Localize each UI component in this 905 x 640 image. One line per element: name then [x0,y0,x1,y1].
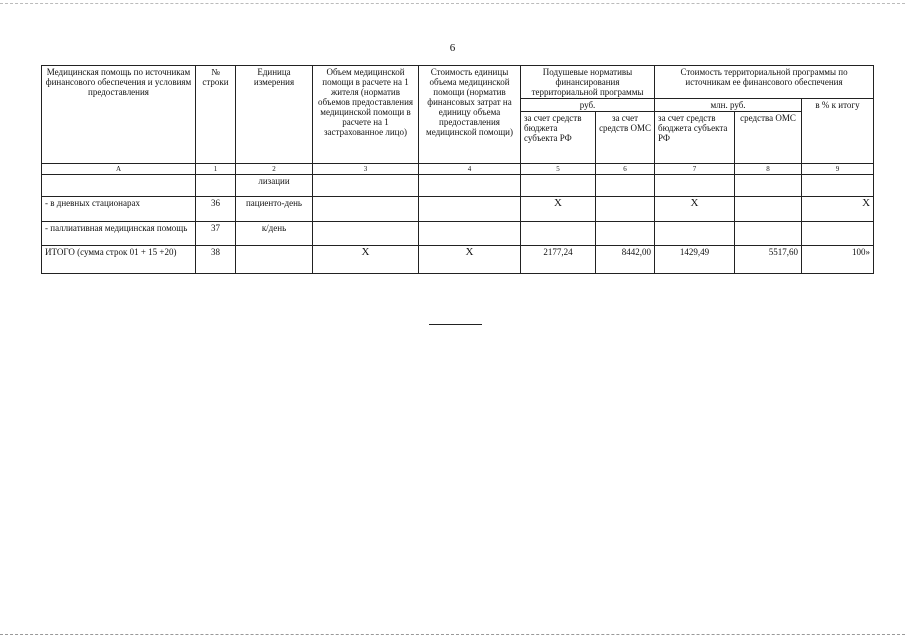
column-number: 1 [196,164,236,175]
table-row [42,175,874,197]
header-pct-total: в % к итогу [802,99,874,164]
column-number: 2 [236,164,313,175]
column-number: 6 [596,164,655,175]
row-cost-budget: 1429,49 [655,246,735,274]
column-numbers-row [42,164,874,175]
scan-edge-top [0,3,905,4]
row-cost-budget [655,222,735,246]
row-cost-oms [735,222,802,246]
table-row-total [42,246,874,274]
column-number: А [42,164,196,175]
section-divider [429,324,482,325]
row-cost-oms: 5517,60 [735,246,802,274]
row-cost-budget [655,175,735,197]
row-unit-cost: Х [419,246,521,274]
header-col-a: Медицинская помощь по источникам финансового обеспечения и условиям предоставления [42,66,196,164]
row-cost-oms [735,197,802,222]
header-per-capita: Подушевые нормативы финансирования территориальной программы [521,66,655,99]
column-number: 5 [521,164,596,175]
header-cost-program: Стоимость территориальной программы по источникам ее финансового обеспечения [655,66,874,99]
row-unit: лизации [236,175,313,197]
row-unit: пациенто-день [236,197,313,222]
row-volume: Х [313,246,419,274]
header-col-6: за счет средств ОМС [596,112,655,164]
header-col-4: Стоимость единицы объема медицинской помощи (норматив финансовых затрат на единицу объема предоставления медицинской помощи) [419,66,521,164]
row-unit-cost [419,175,521,197]
row-volume [313,197,419,222]
column-number: 8 [735,164,802,175]
header-col-1: № строки [196,66,236,164]
row-per-capita-budget [521,222,596,246]
row-per-capita-oms [596,197,655,222]
column-number: 4 [419,164,521,175]
header-col-3: Объем медицинской помощи в расчете на 1 жителя (норматив объемов предоставления медицинской помощи в расчете на 1 застрахованное лицо) [313,66,419,164]
row-unit-cost [419,197,521,222]
row-unit [236,246,313,274]
row-name: - в дневных стационарах [42,197,196,222]
financing-table [41,65,874,274]
header-col-5: за счет средств бюджета субъекта РФ [521,112,596,164]
table-row [42,222,874,246]
row-per-capita-budget [521,175,596,197]
row-percent [802,175,874,197]
row-percent: 100» [802,246,874,274]
row-per-capita-oms: 8442,00 [596,246,655,274]
row-cost-oms [735,175,802,197]
row-percent: Х [802,197,874,222]
row-cost-budget: Х [655,197,735,222]
row-volume [313,222,419,246]
row-number: 37 [196,222,236,246]
header-col-7: за счет средств бюджета субъекта РФ [655,112,735,164]
column-number: 9 [802,164,874,175]
page-number: 6 [449,42,456,54]
column-number: 3 [313,164,419,175]
row-number [196,175,236,197]
column-number: 7 [655,164,735,175]
header-col-8: средства ОМС [735,112,802,164]
header-col-2: Единица измерения [236,66,313,164]
scan-edge-bottom [0,634,905,635]
row-name: ИТОГО (сумма строк 01 + 15 +20) [42,246,196,274]
row-volume [313,175,419,197]
row-percent [802,222,874,246]
table-row [42,197,874,222]
row-name: - паллиативная медицинская помощь [42,222,196,246]
row-per-capita-budget: Х [521,197,596,222]
row-name [42,175,196,197]
row-per-capita-oms [596,222,655,246]
header-unit-rub: руб. [521,99,655,112]
row-number: 38 [196,246,236,274]
row-per-capita-budget: 2177,24 [521,246,596,274]
row-number: 36 [196,197,236,222]
header-unit-mln: млн. руб. [655,99,802,112]
row-unit-cost [419,222,521,246]
header-row-1 [42,66,874,99]
row-per-capita-oms [596,175,655,197]
row-unit: к/день [236,222,313,246]
